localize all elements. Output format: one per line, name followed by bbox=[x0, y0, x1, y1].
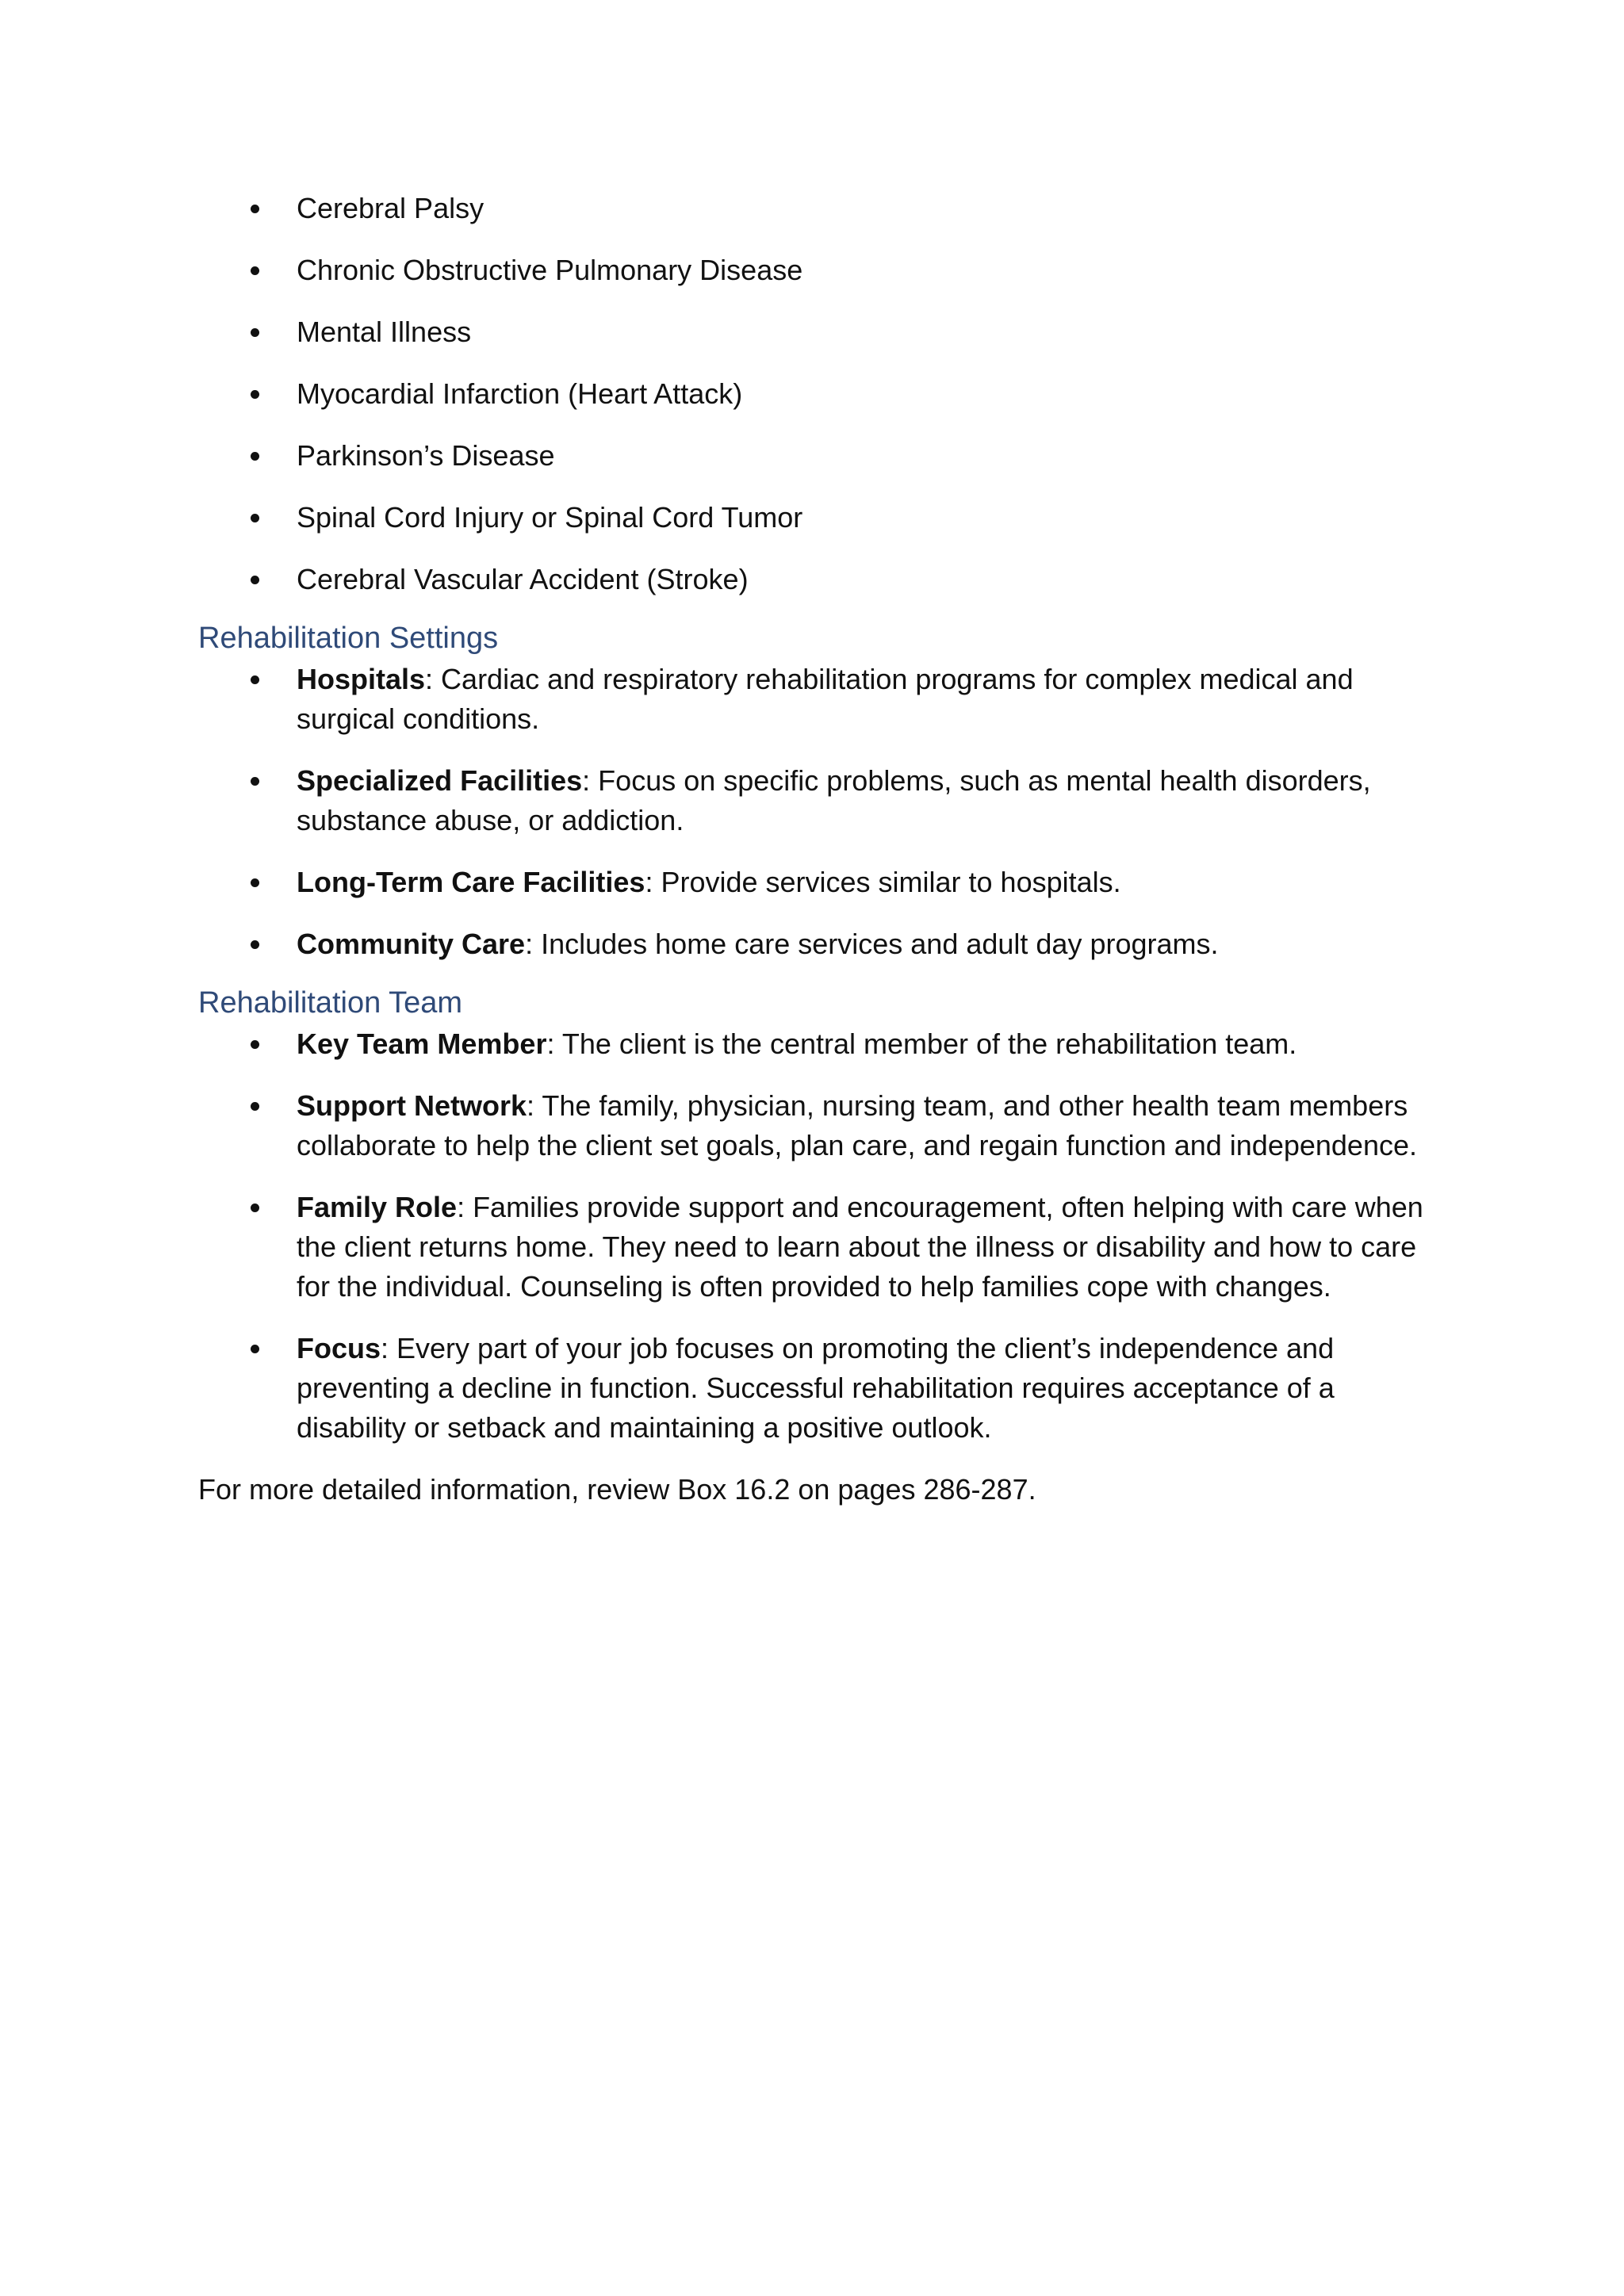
bullet-icon bbox=[251, 1203, 259, 1212]
list-item bbox=[198, 436, 1435, 476]
item-term: Long-Term Care Facilities bbox=[297, 866, 645, 898]
list-item bbox=[198, 924, 1435, 964]
bullet-icon bbox=[251, 675, 259, 684]
item-term: Family Role bbox=[297, 1191, 458, 1223]
closing-note: For more detailed information, review Box 16.2 on pages 286-287. bbox=[198, 1473, 1036, 1506]
list-item bbox=[198, 1329, 1435, 1448]
list-item bbox=[198, 660, 1435, 739]
item-text: : Families provide support and encouragement, often helping with care when the client returns home. They need to learn about the illness or disability and how to care for the individual. Counseling is often provided to help families cope with changes. bbox=[297, 1191, 1423, 1303]
bullet-icon bbox=[251, 205, 259, 213]
list-item bbox=[198, 560, 1435, 599]
condition-text: Myocardial Infarction (Heart Attack) bbox=[297, 377, 743, 410]
team-list bbox=[198, 1024, 1435, 1448]
bullet-icon bbox=[251, 452, 259, 461]
bullet-icon bbox=[251, 1345, 259, 1353]
item-text: : Includes home care services and adult day programs. bbox=[525, 928, 1219, 960]
condition-text: Parkinson’s Disease bbox=[297, 439, 555, 472]
item-text: : Focus on specific problems, such as mental health disorders, substance abuse, or addiction. bbox=[297, 764, 1371, 836]
list-item bbox=[198, 374, 1435, 414]
item-term: Community Care bbox=[297, 928, 526, 960]
list-item bbox=[198, 863, 1435, 902]
item-text: : Every part of your job focuses on promoting the client’s independence and preventing a decline in function. Successful rehabilitation requires acceptance of a disability or setback and maintaining a positive outlook. bbox=[297, 1332, 1335, 1444]
list-item bbox=[198, 761, 1435, 840]
bullet-icon bbox=[251, 266, 259, 275]
item-text: : The family, physician, nursing team, and other health team members collaborate to help the client set goals, plan care, and regain function and independence. bbox=[297, 1089, 1417, 1161]
settings-list bbox=[198, 660, 1435, 964]
condition-text: Spinal Cord Injury or Spinal Cord Tumor bbox=[297, 501, 803, 534]
list-item bbox=[198, 498, 1435, 538]
item-term: Support Network bbox=[297, 1089, 527, 1122]
list-item bbox=[198, 1086, 1435, 1165]
item-term: Specialized Facilities bbox=[297, 764, 583, 797]
bullet-icon bbox=[251, 777, 259, 786]
condition-text: Cerebral Palsy bbox=[297, 192, 485, 224]
bullet-icon bbox=[251, 390, 259, 399]
document-page bbox=[198, 189, 1435, 1510]
item-term: Focus bbox=[297, 1332, 381, 1364]
item-term: Hospitals bbox=[297, 663, 426, 695]
conditions-list bbox=[198, 189, 1435, 599]
list-item bbox=[198, 312, 1435, 352]
item-text: : Provide services similar to hospitals. bbox=[645, 866, 1121, 898]
bullet-icon bbox=[251, 328, 259, 337]
item-text: : The client is the central member of the rehabilitation team. bbox=[546, 1027, 1297, 1060]
list-item bbox=[198, 189, 1435, 228]
list-item bbox=[198, 1188, 1435, 1307]
list-item bbox=[198, 251, 1435, 290]
bullet-icon bbox=[251, 514, 259, 522]
condition-text: Mental Illness bbox=[297, 316, 472, 348]
list-item bbox=[198, 1024, 1435, 1064]
item-text: : Cardiac and respiratory rehabilitation programs for complex medical and surgical conditions. bbox=[297, 663, 1354, 735]
bullet-icon bbox=[251, 878, 259, 887]
settings-heading: Rehabilitation Settings bbox=[198, 622, 499, 655]
bullet-icon bbox=[251, 1102, 259, 1111]
bullet-icon bbox=[251, 1040, 259, 1049]
bullet-icon bbox=[251, 576, 259, 584]
condition-text: Chronic Obstructive Pulmonary Disease bbox=[297, 254, 803, 286]
team-heading: Rehabilitation Team bbox=[198, 986, 463, 1020]
condition-text: Cerebral Vascular Accident (Stroke) bbox=[297, 563, 749, 595]
bullet-icon bbox=[251, 940, 259, 949]
item-term: Key Team Member bbox=[297, 1027, 547, 1060]
